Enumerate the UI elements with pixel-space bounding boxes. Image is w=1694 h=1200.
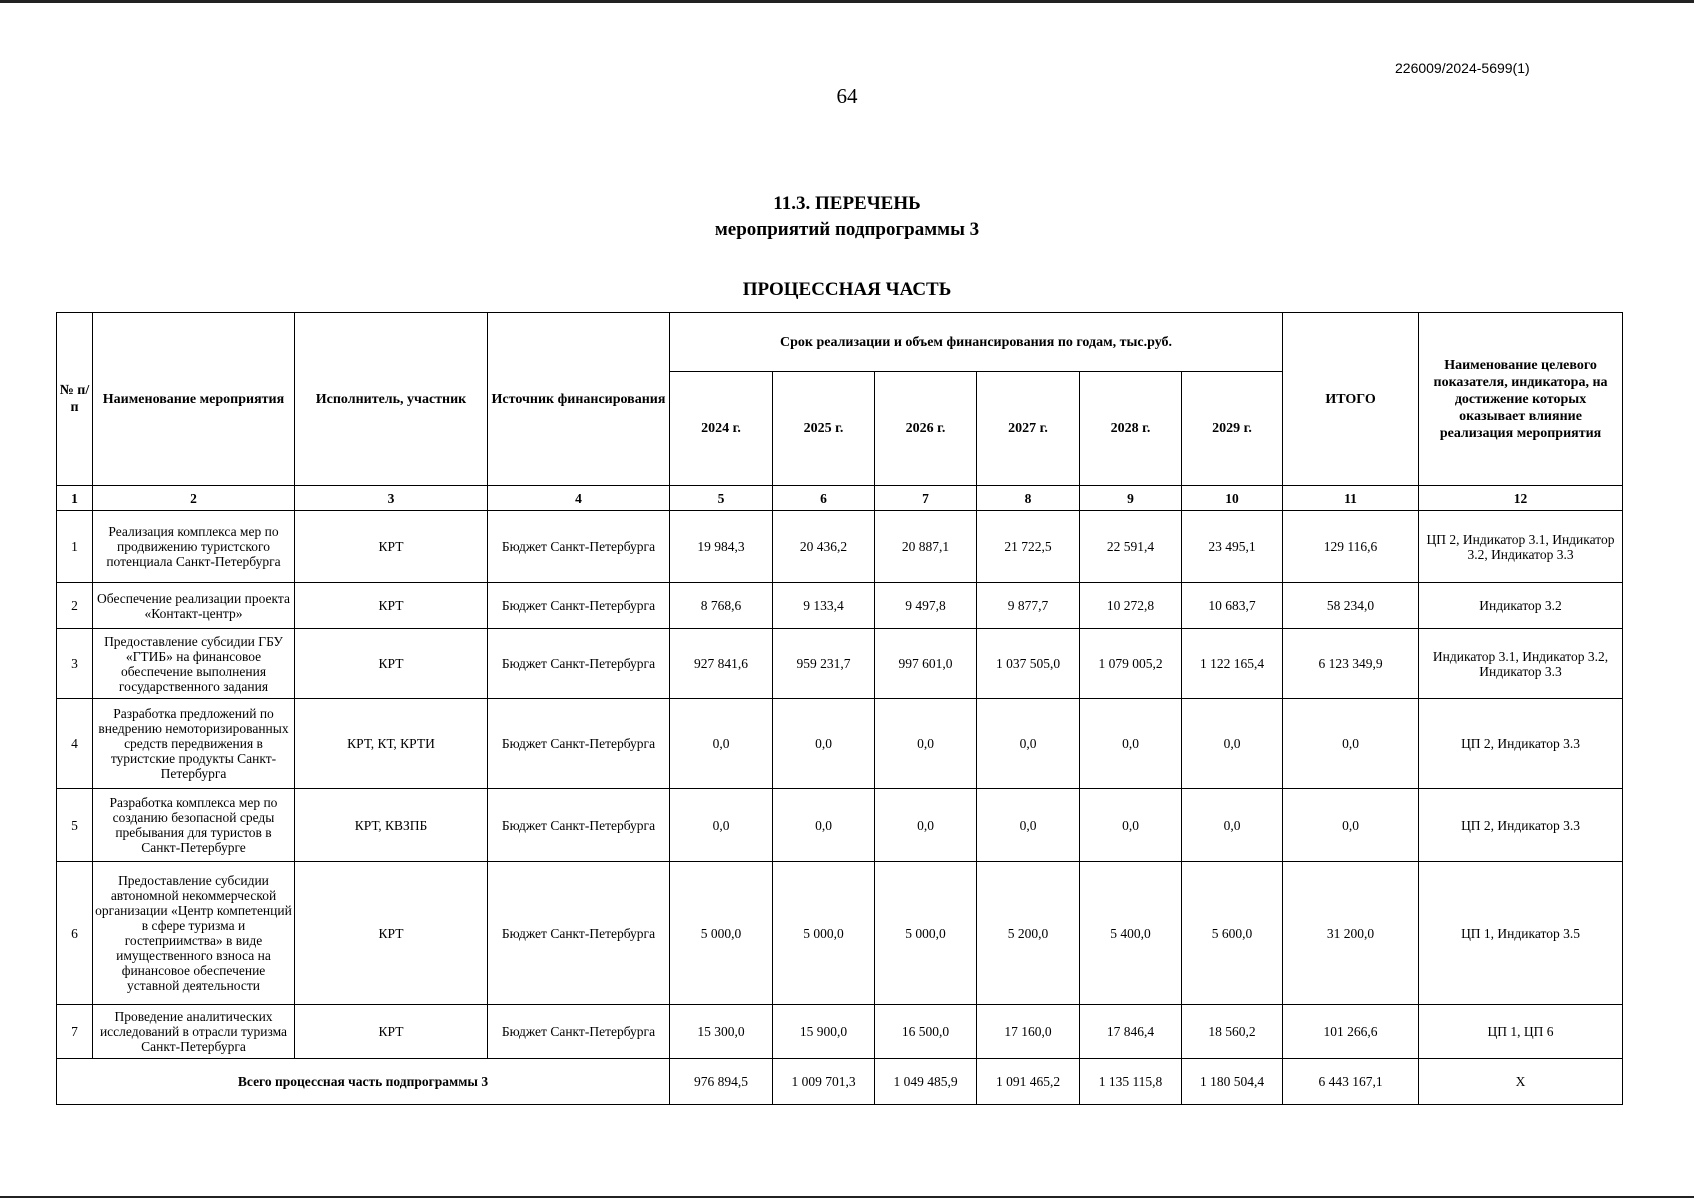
header-period: Срок реализации и объем финансирования по годам, тыс.руб. [670,313,1283,372]
value-2026: 0,0 [875,699,977,789]
indicator: ЦП 2, Индикатор 3.1, Индикатор 3.2, Индикатор 3.3 [1419,511,1623,583]
total-y2024: 976 894,5 [670,1059,773,1105]
executor: КРТ [295,511,488,583]
measure-name: Обеспечение реализации проекта «Контакт-центр» [93,583,295,629]
header-indicator: Наименование целевого показателя, индикатора, на достижение которых оказывает влияние реализация мероприятия [1419,313,1623,486]
value-2029: 5 600,0 [1182,862,1283,1005]
value-2025: 959 231,7 [773,629,875,699]
value-2028: 5 400,0 [1080,862,1182,1005]
value-2029: 0,0 [1182,789,1283,862]
funding-source: Бюджет Санкт-Петербурга [488,699,670,789]
value-2029: 1 122 165,4 [1182,629,1283,699]
value-2026: 0,0 [875,789,977,862]
funding-source: Бюджет Санкт-Петербурга [488,789,670,862]
section-title: ПРОЦЕССНАЯ ЧАСТЬ [742,279,952,300]
table-row [57,862,1623,1005]
header-num: № п/п [57,313,93,486]
value-2027: 1 037 505,0 [977,629,1080,699]
header-executor: Исполнитель, участник [295,313,488,486]
column-number: 10 [1182,486,1283,511]
total-label: Всего процессная часть подпрограммы 3 [57,1059,670,1105]
executor: КРТ, КТ, КРТИ [295,699,488,789]
total-y2025: 1 009 701,3 [773,1059,875,1105]
column-number: 2 [93,486,295,511]
total-indicator: Х [1419,1059,1623,1105]
value-2024: 19 984,3 [670,511,773,583]
value-2028: 0,0 [1080,699,1182,789]
row-total: 0,0 [1283,789,1419,862]
measure-name: Разработка предложений по внедрению немоторизированных средств передвижения в туристские продукты Санкт-Петербурга [93,699,295,789]
funding-source: Бюджет Санкт-Петербурга [488,862,670,1005]
value-2024: 15 300,0 [670,1005,773,1059]
total-y2027: 1 091 465,2 [977,1059,1080,1105]
header-year: 2029 г. [1182,372,1283,486]
row-number: 7 [57,1005,93,1059]
value-2029: 23 495,1 [1182,511,1283,583]
row-total: 101 266,6 [1283,1005,1419,1059]
value-2026: 16 500,0 [875,1005,977,1059]
value-2026: 997 601,0 [875,629,977,699]
value-2024: 0,0 [670,699,773,789]
value-2027: 21 722,5 [977,511,1080,583]
table-row [57,699,1623,789]
row-total: 58 234,0 [1283,583,1419,629]
value-2028: 17 846,4 [1080,1005,1182,1059]
value-2024: 5 000,0 [670,862,773,1005]
row-number: 5 [57,789,93,862]
table-row [57,629,1623,699]
total-y2029: 1 180 504,4 [1182,1059,1283,1105]
measure-name: Предоставление субсидии ГБУ «ГТИБ» на финансовое обеспечение выполнения государственного задания [93,629,295,699]
row-number: 6 [57,862,93,1005]
indicator: ЦП 2, Индикатор 3.3 [1419,789,1623,862]
value-2025: 0,0 [773,699,875,789]
value-2029: 18 560,2 [1182,1005,1283,1059]
column-number: 11 [1283,486,1419,511]
row-total: 129 116,6 [1283,511,1419,583]
executor: КРТ [295,862,488,1005]
document-id: 226009/2024-5699(1) [1395,60,1530,76]
column-number: 4 [488,486,670,511]
indicator: ЦП 1, ЦП 6 [1419,1005,1623,1059]
column-number: 8 [977,486,1080,511]
value-2025: 20 436,2 [773,511,875,583]
header-name: Наименование мероприятия [93,313,295,486]
value-2024: 0,0 [670,789,773,862]
header-year: 2027 г. [977,372,1080,486]
executor: КРТ [295,629,488,699]
indicator: ЦП 2, Индикатор 3.3 [1419,699,1623,789]
executor: КРТ, КВЗПБ [295,789,488,862]
header-source: Источник финансирования [488,313,670,486]
executor: КРТ [295,583,488,629]
value-2029: 10 683,7 [1182,583,1283,629]
column-number: 1 [57,486,93,511]
table-row [57,1005,1623,1059]
value-2025: 9 133,4 [773,583,875,629]
value-2028: 1 079 005,2 [1080,629,1182,699]
executor: КРТ [295,1005,488,1059]
indicator: Индикатор 3.2 [1419,583,1623,629]
funding-source: Бюджет Санкт-Петербурга [488,1005,670,1059]
header-year: 2025 г. [773,372,875,486]
funding-source: Бюджет Санкт-Петербурга [488,583,670,629]
value-2028: 10 272,8 [1080,583,1182,629]
column-number: 12 [1419,486,1623,511]
row-number: 2 [57,583,93,629]
value-2024: 927 841,6 [670,629,773,699]
value-2027: 9 877,7 [977,583,1080,629]
value-2026: 5 000,0 [875,862,977,1005]
header-total: ИТОГО [1283,313,1419,486]
indicator: ЦП 1, Индикатор 3.5 [1419,862,1623,1005]
value-2029: 0,0 [1182,699,1283,789]
list-title: 11.3. ПЕРЕЧЕНЬ [773,193,921,214]
indicator: Индикатор 3.1, Индикатор 3.2, Индикатор 3.3 [1419,629,1623,699]
value-2028: 22 591,4 [1080,511,1182,583]
value-2025: 0,0 [773,789,875,862]
measure-name: Разработка комплекса мер по созданию безопасной среды пребывания для туристов в Санкт-Петербурге [93,789,295,862]
column-number: 9 [1080,486,1182,511]
table-row [57,583,1623,629]
header-year: 2028 г. [1080,372,1182,486]
row-total: 0,0 [1283,699,1419,789]
row-number: 1 [57,511,93,583]
column-number: 7 [875,486,977,511]
row-total: 6 123 349,9 [1283,629,1419,699]
value-2028: 0,0 [1080,789,1182,862]
table-row [57,789,1623,862]
value-2027: 17 160,0 [977,1005,1080,1059]
measure-name: Предоставление субсидии автономной некоммерческой организации «Центр компетенций в сфере туризма и гостеприимства» в виде имущественного взноса на финансовое обеспечение уставной деятельности [93,862,295,1005]
table-row [57,511,1623,583]
header-year: 2026 г. [875,372,977,486]
value-2026: 9 497,8 [875,583,977,629]
row-total: 31 200,0 [1283,862,1419,1005]
measures-table [56,312,1623,1105]
bottom-border-line [0,1196,1694,1198]
top-border-line [0,0,1694,3]
measure-name: Реализация комплекса мер по продвижению туристского потенциала Санкт-Петербурга [93,511,295,583]
header-year: 2024 г. [670,372,773,486]
page-number: 64 [836,84,858,108]
column-number: 5 [670,486,773,511]
total-row [57,1059,1623,1105]
row-number: 4 [57,699,93,789]
row-number: 3 [57,629,93,699]
funding-source: Бюджет Санкт-Петербурга [488,511,670,583]
value-2027: 0,0 [977,699,1080,789]
funding-source: Бюджет Санкт-Петербурга [488,629,670,699]
total-y2028: 1 135 115,8 [1080,1059,1182,1105]
list-subtitle: мероприятий подпрограммы 3 [714,219,980,240]
column-number: 6 [773,486,875,511]
value-2025: 15 900,0 [773,1005,875,1059]
column-number: 3 [295,486,488,511]
value-2027: 0,0 [977,789,1080,862]
value-2025: 5 000,0 [773,862,875,1005]
total-y2026: 1 049 485,9 [875,1059,977,1105]
value-2024: 8 768,6 [670,583,773,629]
measure-name: Проведение аналитических исследований в отрасли туризма Санкт-Петербурга [93,1005,295,1059]
total-total: 6 443 167,1 [1283,1059,1419,1105]
value-2026: 20 887,1 [875,511,977,583]
value-2027: 5 200,0 [977,862,1080,1005]
